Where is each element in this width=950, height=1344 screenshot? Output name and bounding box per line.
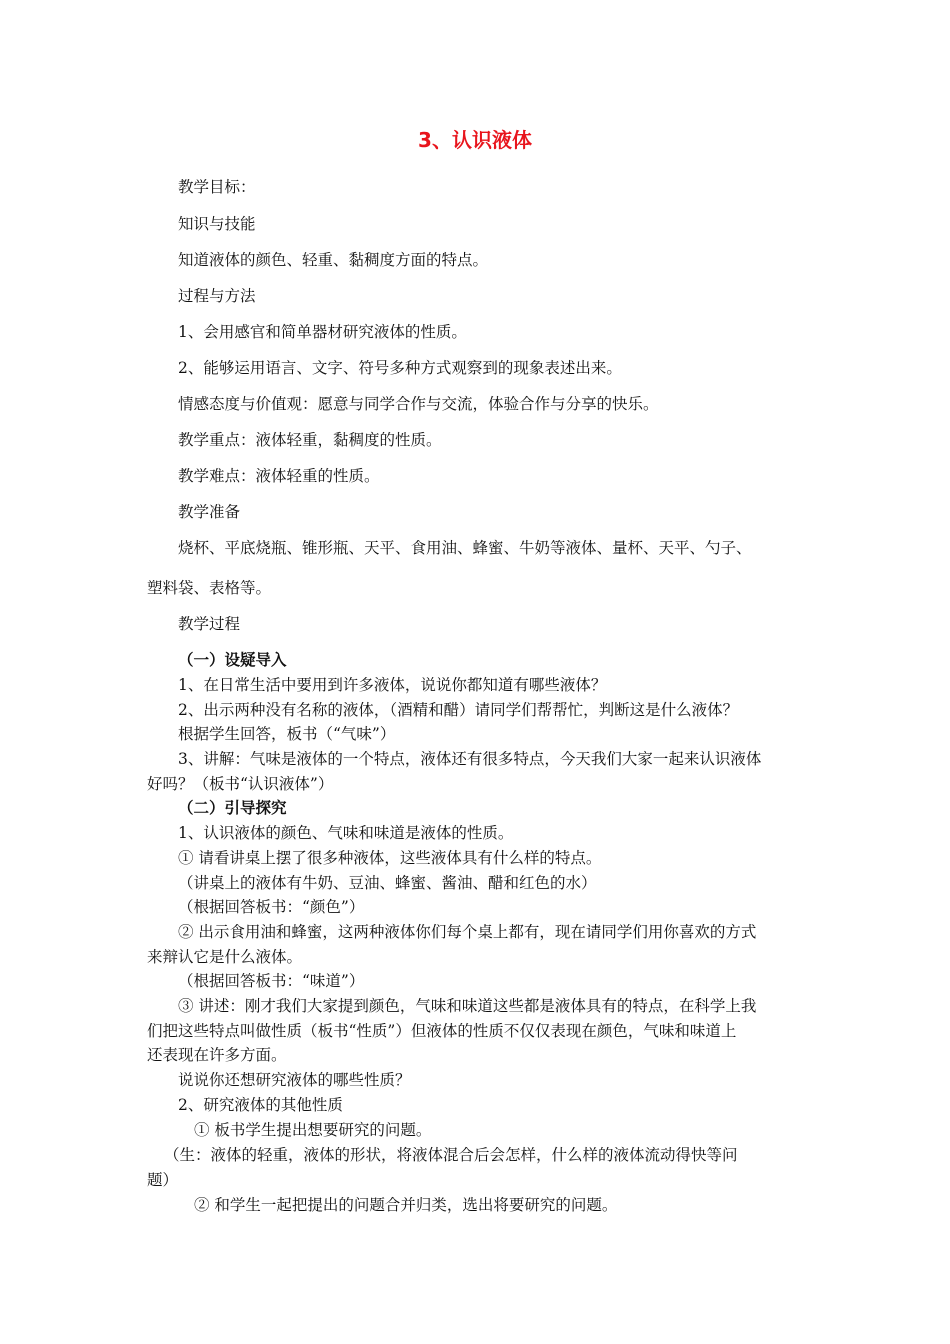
- paragraph-line: ② 和学生一起把提出的问题合并归类，选出将要研究的问题。: [194, 1196, 618, 1214]
- paragraph-line: 还表现在许多方面。: [147, 1046, 287, 1064]
- teaching-goals-heading: 教学目标：: [178, 178, 256, 196]
- process-method-heading: 过程与方法: [178, 287, 256, 305]
- paragraph-line: ③ 讲述：刚才我们大家提到颜色，气味和味道这些都是液体具有的特点，在科学上我: [178, 997, 757, 1015]
- process-item-1: 1、会用感官和简单器材研究液体的性质。: [178, 323, 467, 341]
- paragraph-line: 2、出示两种没有名称的液体，（酒精和醋）请同学们帮帮忙，判断这是什么液体？: [178, 701, 739, 719]
- paragraph-line: ② 出示食用油和蜂蜜，这两种液体你们每个桌上都有，现在请同学们用你喜欢的方式: [178, 923, 757, 941]
- paragraph-line: ① 板书学生提出想要研究的问题。: [194, 1121, 432, 1139]
- preparation-list-line-2: 塑料袋、表格等。: [147, 579, 272, 597]
- teaching-difficulty: 教学难点：液体轻重的性质。: [178, 467, 380, 485]
- knowledge-item: 知道液体的颜色、轻重、黏稠度方面的特点。: [178, 251, 489, 269]
- paragraph-line: （根据回答板书：“颜色”）: [178, 898, 365, 916]
- section-2-heading: （二）引导探究: [178, 798, 287, 817]
- teaching-process-heading: 教学过程: [178, 615, 241, 633]
- paragraph-line: 3、讲解：气味是液体的一个特点，液体还有很多特点，今天我们大家一起来认识液体: [178, 750, 762, 768]
- paragraph-line: （讲桌上的液体有牛奶、豆油、蜂蜜、酱油、醋和红色的水）: [178, 874, 597, 892]
- paragraph-line: 1、在日常生活中要用到许多液体，说说你都知道有哪些液体？: [178, 676, 607, 694]
- knowledge-skills-heading: 知识与技能: [178, 215, 256, 233]
- paragraph-line: 说说你还想研究液体的哪些性质？: [178, 1071, 411, 1089]
- section-1-heading: （一）设疑导入: [178, 650, 287, 669]
- preparation-list-line-1: 烧杯、平底烧瓶、锥形瓶、天平、食用油、蜂蜜、牛奶等液体、量杯、天平、勺子、: [178, 539, 752, 557]
- teaching-preparation-heading: 教学准备: [178, 503, 241, 521]
- paragraph-line: 们把这些特点叫做性质（板书“性质”）但液体的性质不仅仅表现在颜色，气味和味道上: [147, 1022, 737, 1040]
- paragraph-line: 来辩认它是什么液体。: [147, 948, 303, 966]
- paragraph-line: 根据学生回答，板书（“气味”）: [178, 725, 396, 743]
- paragraph-line: 1、认识液体的颜色、气味和味道是液体的性质。: [178, 824, 514, 842]
- process-item-2: 2、能够运用语言、文字、符号多种方式观察到的现象表述出来。: [178, 359, 622, 377]
- teaching-focus: 教学重点：液体轻重，黏稠度的性质。: [178, 431, 442, 449]
- emotion-attitude: 情感态度与价值观：愿意与同学合作与交流，体验合作与分享的快乐。: [178, 395, 659, 413]
- paragraph-line: 好吗？（板书“认识液体”）: [147, 775, 334, 793]
- document-title: 3、认识液体: [418, 128, 532, 152]
- paragraph-line: 2、研究液体的其他性质: [178, 1096, 343, 1114]
- paragraph-line: ① 请看讲桌上摆了很多种液体，这些液体具有什么样的特点。: [178, 849, 602, 867]
- paragraph-line: （生：液体的轻重，液体的形状，将液体混合后会怎样，什么样的液体流动得快等问: [164, 1146, 738, 1164]
- paragraph-line: 题）: [147, 1171, 179, 1189]
- paragraph-line: （根据回答板书：“味道”）: [178, 972, 365, 990]
